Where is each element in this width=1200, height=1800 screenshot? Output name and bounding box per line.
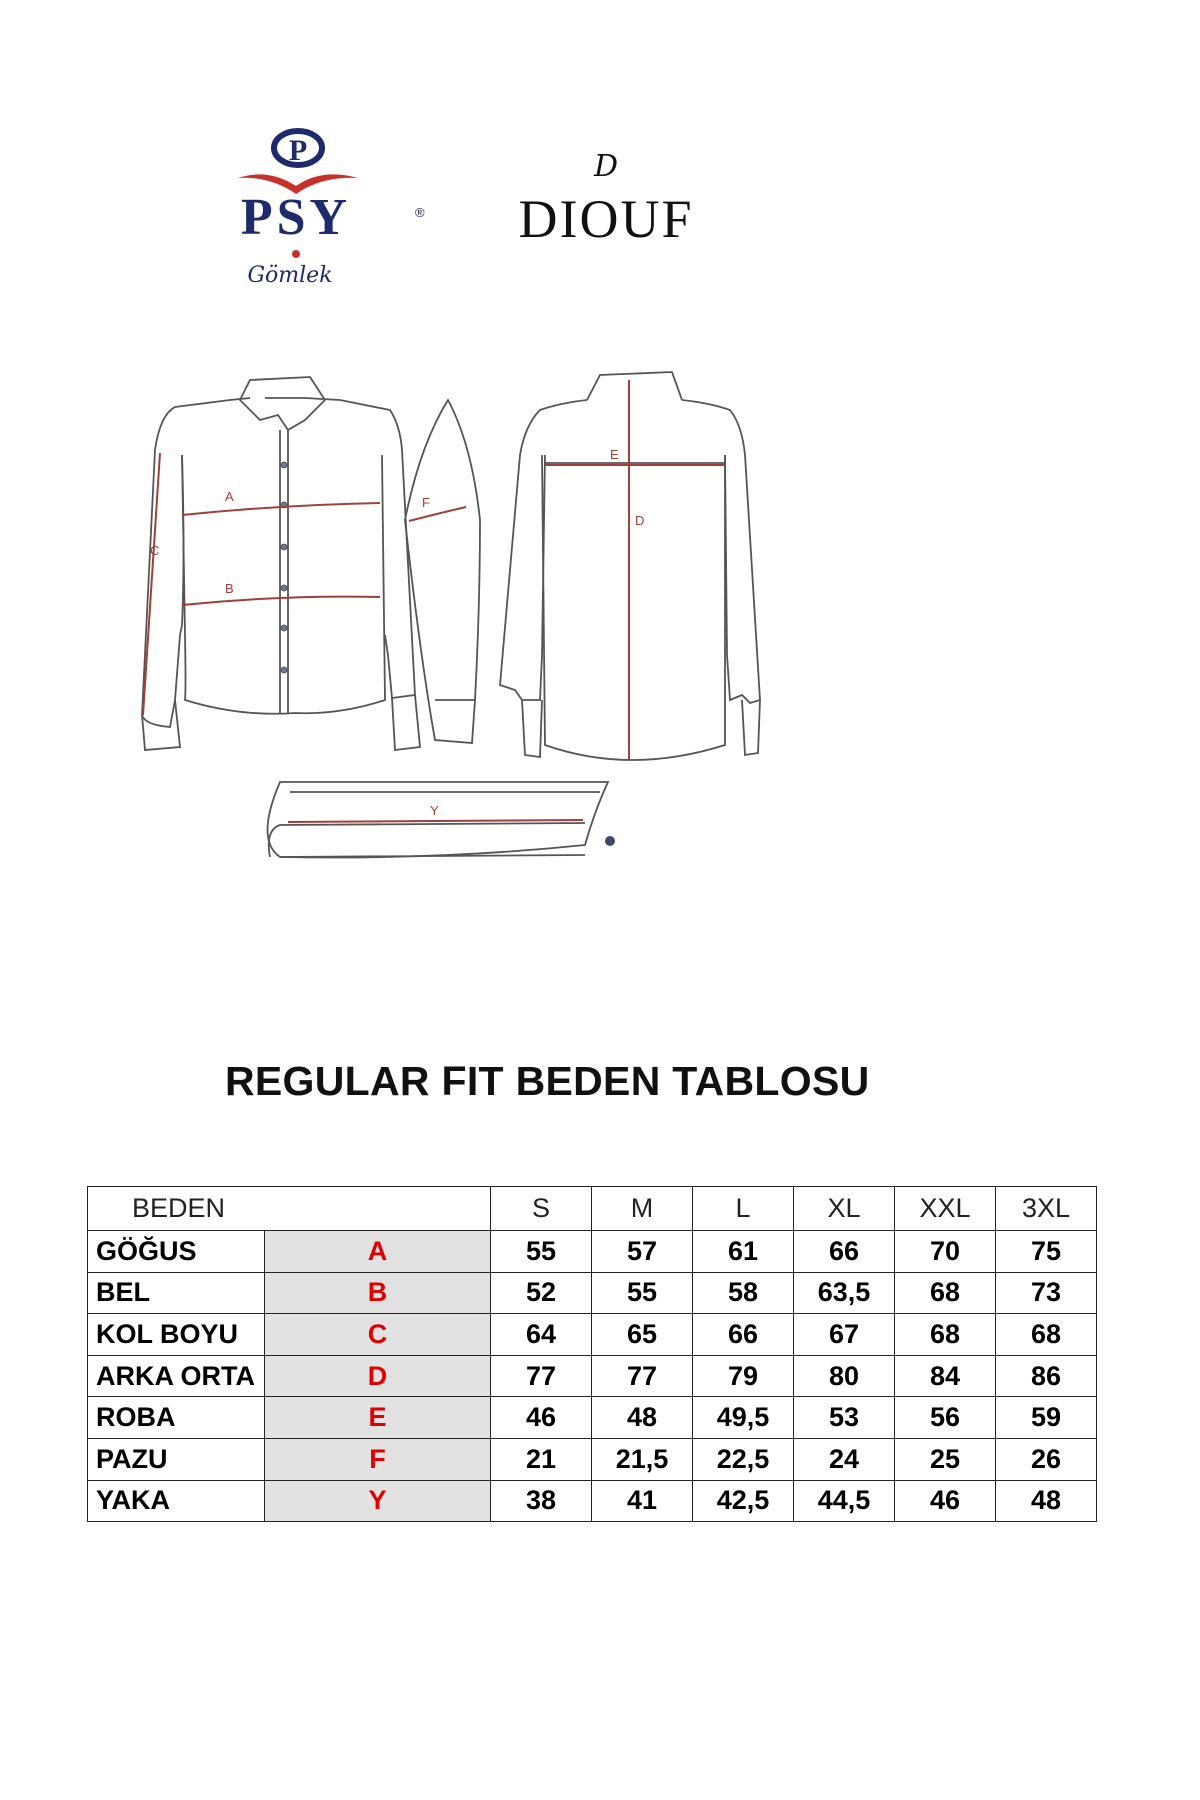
front-shirt-drawing bbox=[142, 377, 420, 750]
measurement-value: 21 bbox=[491, 1438, 592, 1480]
measurement-value: 84 bbox=[895, 1355, 996, 1397]
measurement-value: 75 bbox=[996, 1231, 1097, 1273]
measurement-name: ARKA ORTA bbox=[88, 1355, 265, 1397]
measurement-value: 42,5 bbox=[693, 1480, 794, 1522]
measurement-value: 26 bbox=[996, 1438, 1097, 1480]
brand-logos bbox=[0, 0, 1200, 330]
measurement-code: Y bbox=[265, 1480, 491, 1522]
table-row bbox=[88, 1480, 1097, 1522]
sleeve-drawing bbox=[405, 400, 480, 743]
measure-line-c bbox=[143, 453, 160, 715]
table-row bbox=[88, 1355, 1097, 1397]
psy-logo bbox=[238, 131, 425, 288]
measurement-value: 79 bbox=[693, 1355, 794, 1397]
table-row bbox=[88, 1231, 1097, 1273]
measurement-value: 57 bbox=[592, 1231, 693, 1273]
measurement-value: 53 bbox=[794, 1397, 895, 1439]
diagram-label-c: C bbox=[150, 543, 160, 558]
measurement-value: 68 bbox=[996, 1314, 1097, 1356]
header-size-xl: XL bbox=[794, 1187, 895, 1231]
measure-line-y bbox=[288, 820, 583, 822]
size-table bbox=[87, 1186, 1097, 1522]
measurement-value: 80 bbox=[794, 1355, 895, 1397]
table-row bbox=[88, 1438, 1097, 1480]
collar-button bbox=[605, 836, 615, 846]
measurement-value: 55 bbox=[491, 1231, 592, 1273]
table-row bbox=[88, 1314, 1097, 1356]
measurement-value: 38 bbox=[491, 1480, 592, 1522]
measurement-value: 65 bbox=[592, 1314, 693, 1356]
header-size-m: M bbox=[592, 1187, 693, 1231]
measurement-value: 59 bbox=[996, 1397, 1097, 1439]
header-size-l: L bbox=[693, 1187, 794, 1231]
diouf-brand-name: DIOUF bbox=[518, 189, 694, 249]
table-row bbox=[88, 1272, 1097, 1314]
size-table-header-row bbox=[88, 1187, 1097, 1231]
header-size-xxl: XXL bbox=[895, 1187, 996, 1231]
measurement-value: 22,5 bbox=[693, 1438, 794, 1480]
measurement-code: D bbox=[265, 1355, 491, 1397]
diagram-label-f: F bbox=[422, 495, 430, 510]
psy-tagline: Gömlek bbox=[247, 263, 333, 288]
measurement-value: 66 bbox=[794, 1231, 895, 1273]
diagram-label-e: E bbox=[610, 447, 619, 462]
diouf-emblem-letter: D bbox=[593, 149, 619, 184]
diagram-label-a: A bbox=[225, 489, 234, 504]
measurement-name: BEL bbox=[88, 1272, 265, 1314]
measure-line-b bbox=[182, 597, 380, 605]
measurement-value: 63,5 bbox=[794, 1272, 895, 1314]
header-beden-label: BEDEN bbox=[88, 1187, 265, 1231]
measurement-value: 73 bbox=[996, 1272, 1097, 1314]
measurement-value: 86 bbox=[996, 1355, 1097, 1397]
header-blank-cell bbox=[265, 1187, 491, 1231]
measurement-value: 25 bbox=[895, 1438, 996, 1480]
measurement-value: 68 bbox=[895, 1272, 996, 1314]
measurement-value: 56 bbox=[895, 1397, 996, 1439]
measurement-value: 68 bbox=[895, 1314, 996, 1356]
measurement-name: KOL BOYU bbox=[88, 1314, 265, 1356]
measurement-value: 67 bbox=[794, 1314, 895, 1356]
measurement-value: 48 bbox=[996, 1480, 1097, 1522]
measurement-value: 58 bbox=[693, 1272, 794, 1314]
header-size-s: S bbox=[491, 1187, 592, 1231]
measurement-value: 49,5 bbox=[693, 1397, 794, 1439]
measurement-value: 55 bbox=[592, 1272, 693, 1314]
front-buttons bbox=[281, 462, 287, 673]
measurement-value: 77 bbox=[592, 1355, 693, 1397]
measurement-value: 41 bbox=[592, 1480, 693, 1522]
measurement-lines bbox=[143, 380, 725, 822]
measure-line-f bbox=[409, 507, 466, 521]
measurement-value: 46 bbox=[895, 1480, 996, 1522]
table-row bbox=[88, 1397, 1097, 1439]
measurement-code: F bbox=[265, 1438, 491, 1480]
measurement-code: B bbox=[265, 1272, 491, 1314]
psy-registered-mark: ® bbox=[415, 205, 425, 220]
measurement-code: E bbox=[265, 1397, 491, 1439]
measurement-name: ROBA bbox=[88, 1397, 265, 1439]
psy-emblem-letter: P bbox=[288, 134, 308, 167]
measurement-value: 46 bbox=[491, 1397, 592, 1439]
psy-dot bbox=[292, 250, 300, 258]
diagram-label-d: D bbox=[635, 513, 645, 528]
diagram-label-y: Y bbox=[430, 803, 439, 818]
measurement-name: YAKA bbox=[88, 1480, 265, 1522]
measurement-value: 48 bbox=[592, 1397, 693, 1439]
psy-brand-name: PSY bbox=[240, 189, 352, 246]
measurement-code: A bbox=[265, 1231, 491, 1273]
measurement-value: 77 bbox=[491, 1355, 592, 1397]
measurement-value: 61 bbox=[693, 1231, 794, 1273]
measurement-value: 24 bbox=[794, 1438, 895, 1480]
measurement-value: 70 bbox=[895, 1231, 996, 1273]
measurement-value: 66 bbox=[693, 1314, 794, 1356]
measurement-name: PAZU bbox=[88, 1438, 265, 1480]
measurement-code: C bbox=[265, 1314, 491, 1356]
measurement-value: 21,5 bbox=[592, 1438, 693, 1480]
measurement-value: 52 bbox=[491, 1272, 592, 1314]
diagram-label-b: B bbox=[225, 581, 234, 596]
diouf-logo bbox=[518, 149, 693, 249]
measurement-name: GÖĞUS bbox=[88, 1231, 265, 1273]
measurement-value: 64 bbox=[491, 1314, 592, 1356]
header-size-3xl: 3XL bbox=[996, 1187, 1097, 1231]
size-chart-title: REGULAR FIT BEDEN TABLOSU bbox=[225, 1058, 870, 1104]
shirt-measurement-diagram bbox=[130, 355, 930, 955]
measurement-value: 44,5 bbox=[794, 1480, 895, 1522]
